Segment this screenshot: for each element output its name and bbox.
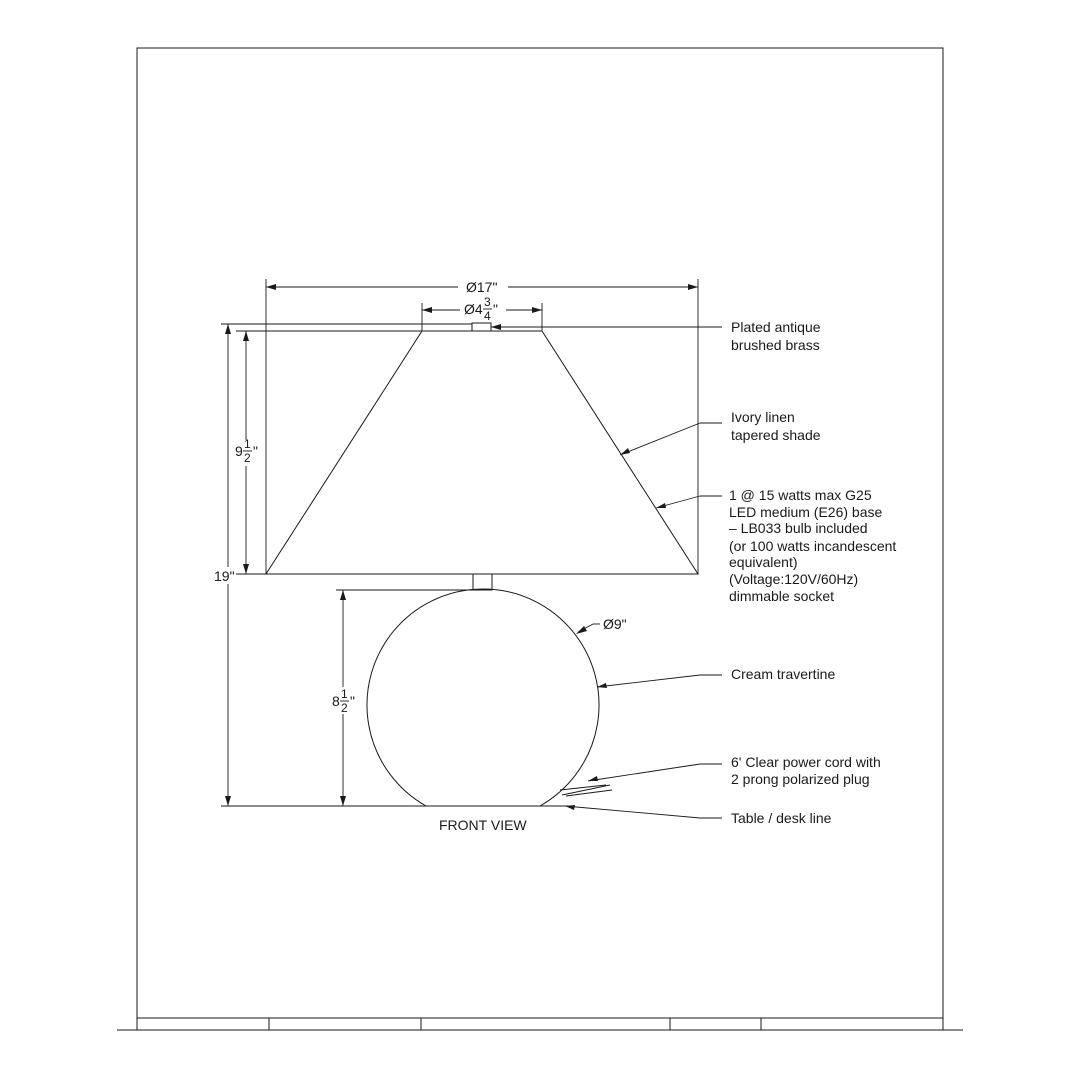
power-cord: [560, 785, 612, 796]
dim-shade-height-num: 1: [244, 437, 251, 451]
callout-cord: [731, 754, 881, 787]
dim-overall-height-label: 19": [214, 568, 235, 584]
svg-text:– LB033 bulb included: – LB033 bulb included: [729, 520, 868, 536]
callout-bulb: [729, 487, 896, 604]
dim-shade-bottom-label: Ø17": [466, 279, 498, 295]
dim-base-diameter: [576, 616, 627, 634]
svg-text:Table / desk line: Table / desk line: [731, 810, 832, 826]
svg-text:1 @ 15 watts max G25: 1 @ 15 watts max G25: [729, 487, 872, 503]
svg-text:2 prong polarized plug: 2 prong polarized plug: [731, 771, 870, 787]
callout-finial: [731, 319, 821, 353]
dim-shade-top-whole: Ø4: [464, 301, 483, 317]
dim-shade-top-num: 3: [484, 295, 491, 309]
dim-shade-top-den: 4: [484, 309, 491, 323]
dim-shade-top-unit: ": [493, 301, 498, 317]
dim-base-diameter-label: Ø9": [603, 616, 627, 632]
dim-base-height-whole: 8: [332, 693, 340, 709]
svg-text:dimmable socket: dimmable socket: [729, 588, 835, 604]
svg-text:Ivory linen: Ivory linen: [731, 409, 795, 425]
dim-base-height: [332, 590, 355, 806]
dim-overall-height: [214, 324, 235, 806]
dim-shade-height-den: 2: [244, 451, 251, 465]
callout-base: [731, 666, 835, 682]
dim-shade-height-unit: ": [253, 443, 258, 459]
leader-lines: [491, 324, 722, 818]
dim-shade-height-whole: 9: [235, 443, 243, 459]
svg-text:(Voltage:120V/60Hz): (Voltage:120V/60Hz): [729, 571, 859, 587]
dim-base-height-den: 2: [341, 701, 348, 715]
svg-text:LED medium (E26) base: LED medium (E26) base: [729, 504, 883, 520]
lamp-shade: [266, 331, 698, 574]
dim-base-height-unit: ": [350, 693, 355, 709]
svg-text:brushed brass: brushed brass: [731, 337, 820, 353]
svg-text:Cream travertine: Cream travertine: [731, 666, 836, 682]
callout-shade: [731, 409, 821, 443]
finial: [472, 323, 491, 331]
svg-text:equivalent): equivalent): [729, 554, 798, 570]
callout-table: [731, 810, 832, 826]
svg-text:6' Clear power cord with: 6' Clear power cord with: [731, 754, 881, 770]
lamp-base-sphere: [367, 589, 599, 806]
svg-text:(or 100 watts incandescent: (or 100 watts incandescent: [729, 538, 897, 554]
svg-text:tapered shade: tapered shade: [731, 427, 821, 443]
title-block: [117, 1018, 963, 1030]
dim-shade-height: [235, 331, 258, 574]
view-title: FRONT VIEW: [439, 817, 527, 833]
dim-base-height-num: 1: [341, 687, 348, 701]
lamp-neck: [473, 574, 492, 590]
svg-text:Plated antique: Plated antique: [731, 319, 821, 335]
dim-shade-top-diameter: [422, 295, 542, 331]
